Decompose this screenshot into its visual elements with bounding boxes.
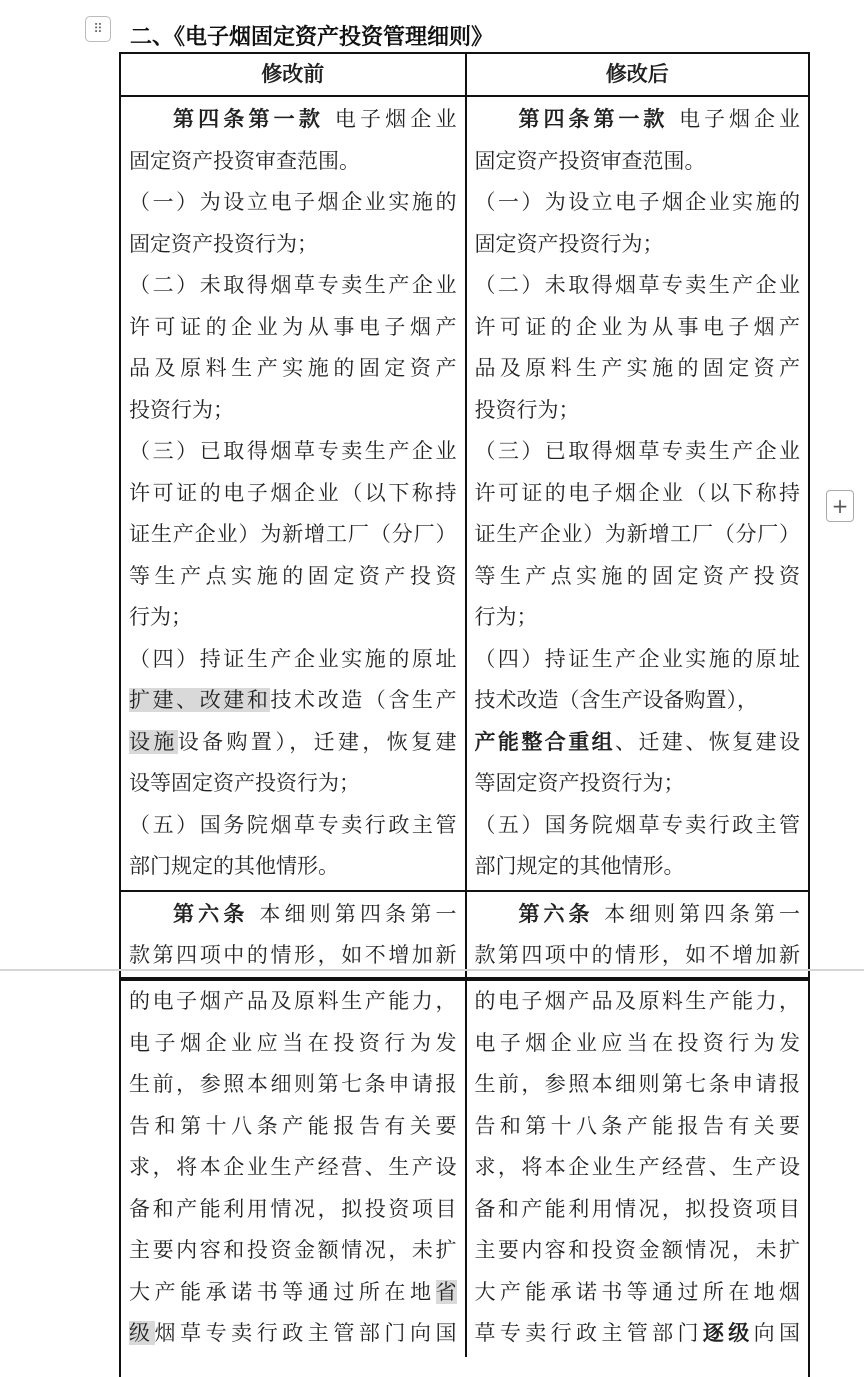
- text-line: [129, 1313, 457, 1355]
- text-segment: 主要内容和投资金额情况，未扩: [129, 1238, 457, 1262]
- table-row: [121, 890, 808, 979]
- text-line: [129, 894, 457, 936]
- text-segment: 求，将本企业生产经营、生产设: [129, 1155, 457, 1179]
- text-segment: （二）未取得烟草专卖生产企业: [474, 273, 800, 297]
- text-segment: 主要内容和投资金额情况，未扩: [474, 1238, 800, 1262]
- text-segment: 投资行为；: [474, 397, 580, 422]
- text-segment: 固定资产投资审查范围。: [474, 148, 706, 173]
- text-line: [475, 556, 801, 598]
- text-line: [129, 182, 457, 224]
- table-row: [121, 979, 808, 1357]
- text-line: [475, 1230, 801, 1272]
- text-segment: 设备购置），迁建，恢复建: [177, 729, 457, 754]
- highlighted-text: 设施: [129, 729, 178, 754]
- text-segment: 电子烟企业应当在投资行为发: [474, 1030, 800, 1055]
- text-segment: 技术改造（含生产设备购置），: [474, 688, 758, 712]
- bold-text: 逐级: [702, 1321, 754, 1345]
- text-segment: 告和第十八条产能报告有关要: [129, 1113, 457, 1138]
- text-line: [475, 722, 801, 764]
- text-line: [475, 1313, 801, 1355]
- text-segment: 设等固定资产投资行为；: [129, 771, 360, 795]
- section-title: 二、《电子烟固定资产投资管理细则》: [130, 25, 494, 50]
- text-line: [129, 141, 457, 183]
- text-segment: 草专卖行政主管部门: [474, 1321, 703, 1345]
- text-segment: 等生产点实施的固定资产投资: [474, 563, 800, 588]
- header-after: 修改后: [465, 54, 809, 95]
- text-line: [475, 1064, 801, 1106]
- cell-after: [465, 979, 809, 1357]
- text-line: [129, 99, 457, 141]
- text-segment: 部门规定的其他情形。: [129, 854, 339, 878]
- text-line: [129, 514, 457, 556]
- text-segment: 等固定资产投资行为；: [474, 771, 685, 795]
- text-segment: 固定资产投资审查范围。: [129, 148, 360, 173]
- text-line: [129, 1064, 457, 1106]
- text-segment: 许可证的电子烟企业（以下称持: [129, 480, 457, 505]
- text-segment: 品及原料生产实施的固定资产: [129, 356, 457, 380]
- cell-before: [121, 892, 465, 979]
- text-line: [129, 680, 457, 722]
- text-line: [129, 1189, 457, 1231]
- text-segment: 大产能承诺书等通过所在地烟: [474, 1279, 800, 1304]
- text-segment: 烟草专卖行政主管部门向国: [154, 1321, 457, 1345]
- text-segment: 告和第十八条产能报告有关要: [474, 1113, 800, 1138]
- text-line: [129, 431, 457, 473]
- text-segment: 品及原料生产实施的固定资产: [474, 356, 800, 380]
- text-segment: 的电子烟产品及原料生产能力，: [129, 989, 457, 1013]
- comparison-table: [119, 52, 810, 981]
- text-line: [475, 639, 801, 681]
- text-segment: 款第四项中的情形，如不增加新: [129, 943, 457, 967]
- cell-after: [465, 892, 809, 979]
- text-line: [129, 1106, 457, 1148]
- text-line: [129, 981, 457, 1023]
- comparison-table-continued: [119, 977, 810, 1377]
- text-segment: 本细则第四条第一: [248, 901, 457, 926]
- text-line: [129, 639, 457, 681]
- bold-text: 第四条第一款: [518, 107, 669, 131]
- highlighted-text: 省: [435, 1279, 457, 1304]
- cell-before: [121, 97, 465, 890]
- table-row: [121, 95, 808, 890]
- text-line: [475, 514, 801, 556]
- text-segment: 证生产企业）为新增工厂（分厂）: [474, 522, 800, 546]
- text-segment: 技术改造（含生产: [270, 688, 457, 712]
- add-row-button[interactable]: +: [826, 490, 854, 522]
- text-line: [475, 224, 801, 266]
- text-segment: 的电子烟产品及原料生产能力，: [474, 989, 800, 1013]
- text-segment: 电子烟企业: [324, 107, 457, 131]
- text-line: [475, 894, 801, 936]
- text-line: [475, 141, 801, 183]
- text-line: [475, 1147, 801, 1189]
- text-segment: 固定资产投资行为；: [474, 231, 664, 256]
- text-segment: （五）国务院烟草专卖行政主管: [474, 812, 800, 837]
- text-line: [129, 348, 457, 390]
- text-segment: 向国: [753, 1321, 800, 1345]
- text-segment: 许可证的企业为从事电子烟产: [129, 314, 457, 339]
- text-segment: （一）为设立电子烟企业实施的: [129, 190, 457, 214]
- text-line: [475, 348, 801, 390]
- text-line: [475, 1272, 801, 1314]
- text-segment: （四）持证生产企业实施的原址: [129, 646, 457, 671]
- highlighted-text: 级: [129, 1321, 155, 1345]
- text-segment: 许可证的电子烟企业（以下称持: [474, 480, 800, 505]
- text-segment: 等生产点实施的固定资产投资: [129, 563, 457, 588]
- text-line: [129, 390, 457, 432]
- text-segment: 电子烟企业: [668, 107, 800, 131]
- text-line: [129, 805, 457, 847]
- text-segment: 电子烟企业应当在投资行为发: [129, 1030, 457, 1055]
- bold-text: 第四条第一款: [173, 107, 324, 131]
- text-line: [475, 1106, 801, 1148]
- text-segment: 款第四项中的情形，如不增加新: [474, 943, 800, 967]
- text-line: [129, 224, 457, 266]
- text-line: [129, 307, 457, 349]
- text-segment: 备和产能利用情况，拟投资项目: [129, 1196, 457, 1221]
- text-segment: 投资行为；: [129, 397, 234, 422]
- text-segment: （一）为设立电子烟企业实施的: [474, 190, 800, 214]
- text-line: [129, 556, 457, 598]
- text-segment: 部门规定的其他情形。: [474, 854, 685, 878]
- text-line: [129, 1023, 457, 1065]
- text-segment: 大产能承诺书等通过所在地: [129, 1279, 436, 1304]
- text-segment: 生前，参照本细则第七条申请报: [129, 1072, 457, 1096]
- text-line: [129, 597, 457, 639]
- page-break-divider: [0, 969, 864, 971]
- text-line: [475, 1023, 801, 1065]
- text-line: [129, 1147, 457, 1189]
- text-segment: 生前，参照本细则第七条申请报: [474, 1072, 800, 1096]
- text-line: [475, 805, 801, 847]
- text-segment: 本细则第四条第一: [593, 901, 800, 926]
- text-line: [475, 99, 801, 141]
- text-line: [129, 1230, 457, 1272]
- text-line: [475, 307, 801, 349]
- text-line: [475, 597, 801, 639]
- cell-after: [465, 97, 809, 890]
- cell-before: [121, 979, 465, 1357]
- text-segment: 证生产企业）为新增工厂（分厂）: [129, 522, 457, 546]
- text-line: [475, 431, 801, 473]
- text-line: [475, 182, 801, 224]
- text-line: [475, 981, 801, 1023]
- text-segment: （三）已取得烟草专卖生产企业: [129, 439, 457, 463]
- text-segment: （四）持证生产企业实施的原址: [474, 646, 800, 671]
- drag-handle-icon[interactable]: ⠿: [85, 16, 111, 42]
- text-line: [475, 390, 801, 432]
- text-segment: 许可证的企业为从事电子烟产: [474, 314, 800, 339]
- text-line: [129, 846, 457, 888]
- text-line: [475, 763, 801, 805]
- table-header-row: [121, 54, 808, 95]
- text-segment: （二）未取得烟草专卖生产企业: [129, 273, 457, 297]
- text-line: [475, 1189, 801, 1231]
- bold-text: 第六条: [173, 901, 249, 926]
- text-line: [129, 763, 457, 805]
- text-segment: 行为；: [129, 605, 192, 629]
- text-segment: 备和产能利用情况，拟投资项目: [474, 1196, 800, 1221]
- text-segment: 、迁建、恢复建设: [615, 729, 800, 754]
- header-before: 修改前: [261, 62, 325, 86]
- text-segment: （三）已取得烟草专卖生产企业: [474, 439, 800, 463]
- text-line: [129, 473, 457, 515]
- text-segment: 固定资产投资行为；: [129, 231, 318, 256]
- text-line: [475, 473, 801, 515]
- bold-text: 第六条: [518, 901, 594, 926]
- text-line: [475, 265, 801, 307]
- text-line: [129, 1272, 457, 1314]
- text-segment: 行为；: [474, 605, 538, 629]
- text-line: [475, 680, 801, 722]
- bold-text: 产能整合重组: [474, 729, 616, 754]
- text-line: [129, 722, 457, 764]
- text-line: [475, 846, 801, 888]
- text-segment: （五）国务院烟草专卖行政主管: [129, 812, 457, 837]
- highlighted-text: 扩建、改建和: [129, 688, 271, 712]
- text-line: [129, 265, 457, 307]
- text-segment: 求，将本企业生产经营、生产设: [474, 1155, 800, 1179]
